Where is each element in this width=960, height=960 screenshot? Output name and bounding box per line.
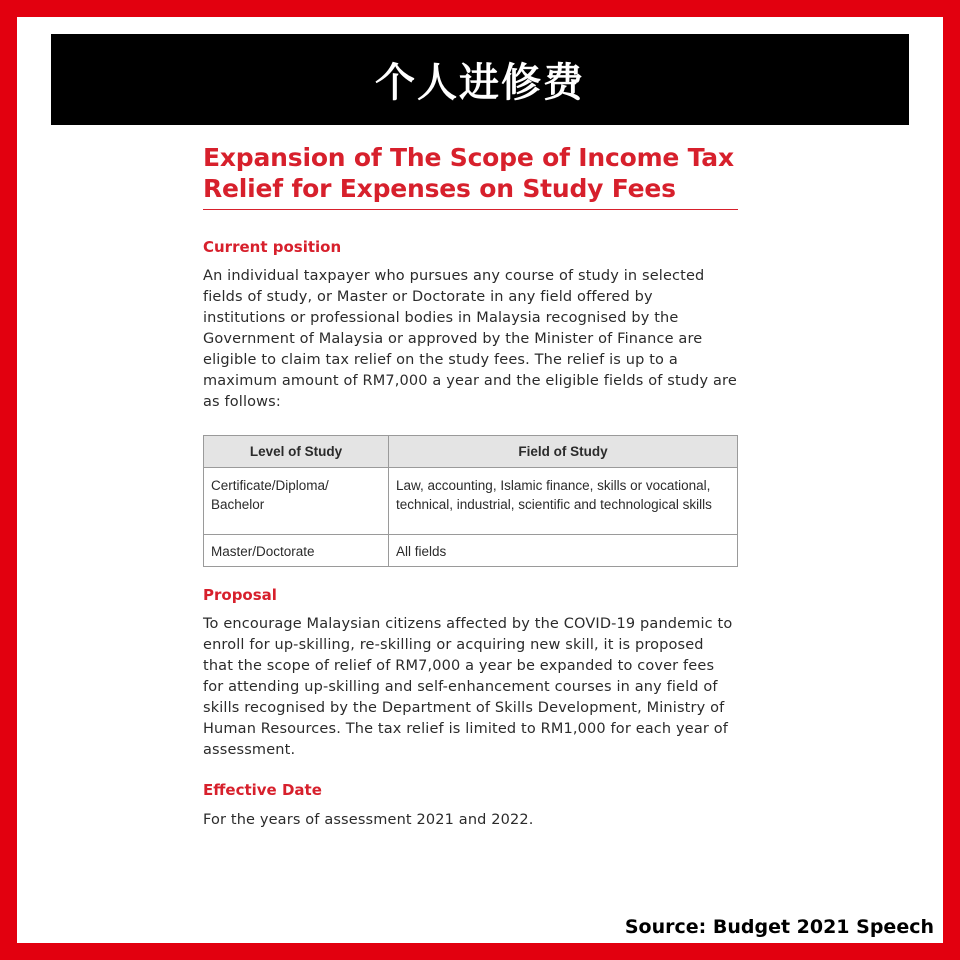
document-title: Expansion of The Scope of Income Tax Relief for Expenses on Study Fees [203, 143, 734, 203]
table-header-row [204, 436, 738, 468]
banner-title: 个人进修费 [375, 60, 585, 106]
table-cell-level: Certificate/Diploma/ Bachelor [204, 468, 389, 535]
table-cell-field: Law, accounting, Islamic finance, skills or vocational, technical, industrial, scientific and technological skills [389, 468, 738, 535]
table-header-level: Level of Study [204, 436, 389, 468]
table-row [204, 468, 738, 535]
title-banner [51, 34, 909, 125]
table-header-field: Field of Study [389, 436, 738, 468]
document-page [203, 142, 738, 831]
table-cell-field: All fields [389, 535, 738, 567]
table-row [204, 535, 738, 567]
study-fields-table [203, 435, 738, 567]
table-cell-level: Master/Doctorate [204, 535, 389, 567]
effective-date-heading: Effective Date [203, 781, 322, 799]
proposal-heading: Proposal [203, 586, 277, 604]
source-credit: Source: Budget 2021 Speech [624, 916, 934, 938]
current-position-text: An individual taxpayer who pursues any course of study in selected fields of study, or Master or Doctorate in any field offered by institutions or professional bodies in Malaysia recognised by the Government of Malaysia or approved by the Minister of Finance are eligible to claim tax relief on the study fees. The relief is up to a maximum amount of RM7,000 a year and the eligible fields of study are as follows: [203, 268, 737, 410]
title-divider [203, 209, 738, 210]
proposal-text: To encourage Malaysian citizens affected by the COVID-19 pandemic to enroll for up-skilling, re-skilling or acquiring new skill, it is proposed that the scope of relief of RM7,000 a year be expanded to cover fees for attending up-skilling and self-enhancement courses in any field of skills recognised by the Department of Skills Development, Ministry of Human Resources. The tax relief is limited to RM1,000 for each year of assessment. [203, 616, 733, 758]
current-position-heading: Current position [203, 238, 342, 256]
effective-date-text: For the years of assessment 2021 and 2022. [203, 812, 534, 828]
